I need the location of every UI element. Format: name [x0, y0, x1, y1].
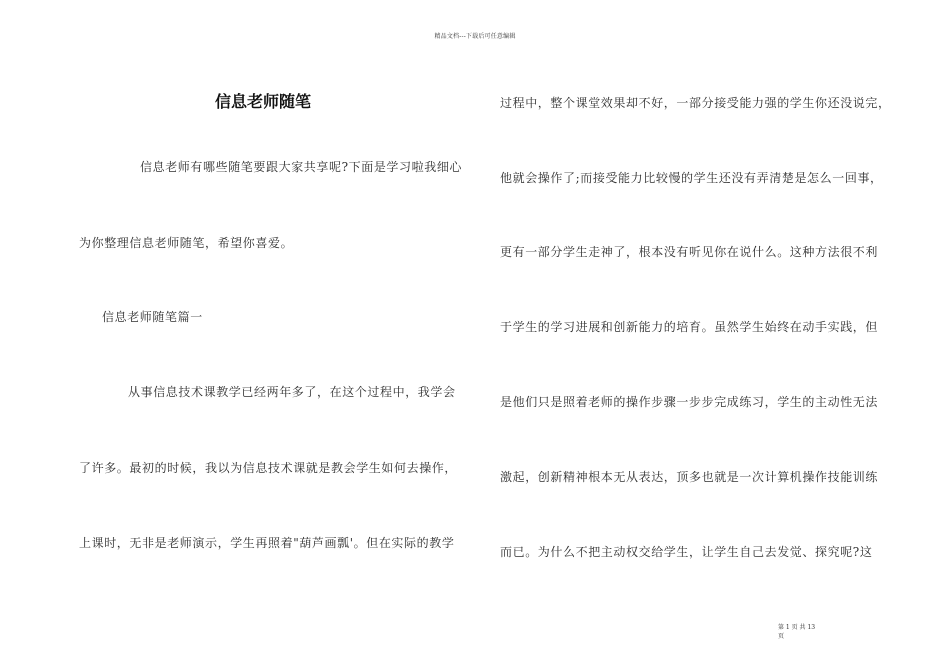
page-header: 精品文档---下载后可任意编辑: [434, 33, 516, 40]
section-heading: 信息老师随笔篇一: [102, 310, 203, 324]
text-line: 信息老师有哪些随笔要跟大家共享呢?下面是学习啦我细心: [140, 160, 463, 174]
text-line: 了许多。最初的时候，我以为信息技术课就是教会学生如何去操作，: [79, 461, 458, 475]
page-number: [778, 623, 838, 641]
text-line: 为你整理信息老师随笔，希望你喜爱。: [79, 236, 294, 250]
text-line: 而已。为什么不把主动权交给学生，让学生自己去发觉、探究呢?这: [500, 545, 873, 559]
document-title: 信息老师随笔: [214, 92, 311, 111]
text-line: 他就会操作了;而接受能力比较慢的学生还没有弄清楚是怎么一回事，: [500, 171, 883, 185]
text-line: 于学生的学习进展和创新能力的培育。虽然学生始终在动手实践，但: [500, 320, 879, 334]
page-number-line: 页: [778, 633, 785, 640]
text-line: 从事信息技术课教学已经两年多了，在这个过程中，我学会: [128, 385, 456, 399]
text-line: 更有一部分学生走神了，根本没有听见你在说什么。这种方法很不利: [500, 245, 879, 259]
text-line: 激起，创新精神根本无从表达，顶多也就是一次计算机操作技能训练: [500, 470, 879, 484]
page-number-line: 第 1 页 共 13: [778, 624, 816, 631]
text-line: 是他们只是照着老师的操作步骤一步步完成练习，学生的主动性无法: [500, 395, 879, 409]
text-line: 过程中，整个课堂效果却不好，一部分接受能力强的学生你还没说完，: [500, 96, 891, 110]
text-line: 上课时，无非是老师演示，学生再照着"葫芦画瓢'。但在实际的教学: [79, 536, 455, 550]
